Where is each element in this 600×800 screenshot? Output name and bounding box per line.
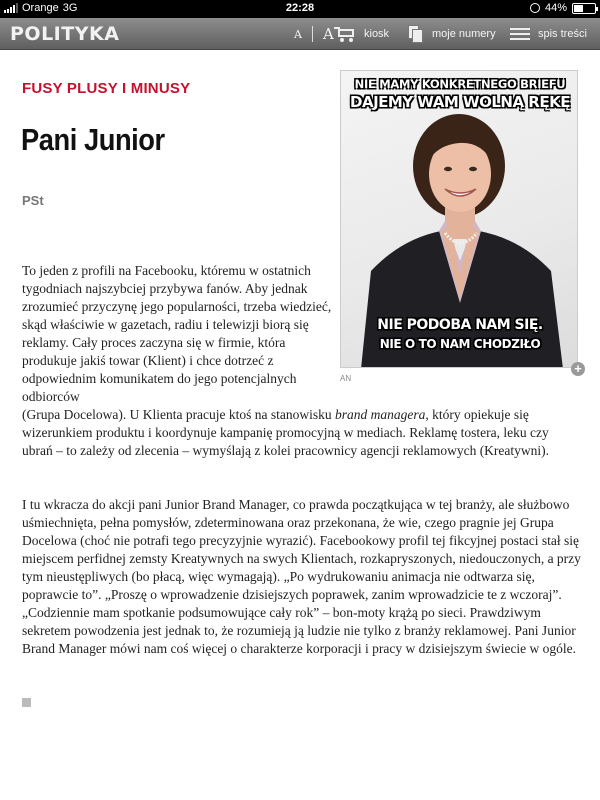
battery-percent: 44% [544, 2, 567, 14]
article-paragraph-2 [22, 496, 584, 658]
status-bar [0, 0, 600, 18]
article-kicker: FUSY PLUSY I MINUSY [22, 80, 191, 97]
kiosk-button[interactable] [334, 18, 389, 50]
article-photo[interactable] [340, 70, 578, 368]
intro-text: To jeden z profili na Facebooku, któremu w ostatnich tygodniach najszybciej przybywa fanów. Aby jednak zrozumieć przyczynę jego popularności, trzeba wiedzieć, skąd właściwie w gazetach, radiu i telewizji biorą się reklamy. Cały proces zaczyna się w firmie, która produkuje jakiś towar (Klient) i chce dotrzeć z odpowiednim komunikatem do jego potencjalnych odbiorców [22, 263, 332, 404]
meme-bottom-line-2: NIE O TO NAM CHODZIŁO [379, 337, 541, 351]
app-logo[interactable]: POLITYKA [10, 23, 120, 45]
font-large-button[interactable]: A [322, 25, 334, 43]
paragraph-1-continued-text [22, 406, 582, 460]
article-title: Pani Junior [21, 122, 165, 157]
paragraph-1-part-a: (Grupa Docelowa). U Klienta pracuje ktoś na stanowisku [22, 407, 336, 422]
carrier-label: Orange [22, 2, 59, 14]
kiosk-label: kiosk [364, 28, 390, 40]
article-intro-paragraph [22, 262, 332, 406]
photo-credit: AN [340, 374, 352, 383]
rotation-lock-icon [530, 3, 540, 13]
battery-icon [572, 3, 596, 14]
documents-icon [408, 25, 424, 43]
cart-icon [334, 26, 356, 42]
font-small-button[interactable]: A [294, 27, 302, 41]
my-issues-button[interactable] [408, 18, 496, 50]
paragraph-2-text: I tu wkracza do akcji pani Junior Brand Manager, co prawda początkująca w tej branży, ale służbowo uśmiechnięta, pełna pomysłów, zdeterminowana oraz przekonana, że wie, czego pragnie jej Grupa Docelowa (choć nie potrafi tego precyzyjnie wyrazić). Facebookowy profil tej fikcyjnej postaci stał się miejscem perfidnej zemsty Kreatywnych na swych Klientach, rozkapryszonych, niedouczonych, a przy tym nieustępliwych (bo płacą, więc wymagają). „Po wydrukowaniu animacja nie odtwarza się, poprawcie to”. „Proszę o wprowadzenie dzisiejszych poprawek, zanim wprowadzicie te z wczoraj”. „Codziennie mam spotkanie podsumowujące cały rok” – bon-moty krążą po sieci. Prawdziwym sekretem powodzenia jest jednak to, że rozumieją ją ludzie nie tylko z branży reklamowej. Pani Junior Brand Manager mówi nam coś więcej o charakterze korporacji i pracy w dzisiejszym świecie w ogóle. [22, 497, 581, 656]
clock: 22:28 [285, 2, 315, 14]
app-toolbar [0, 18, 600, 50]
meme-bottom-line-1: NIE PODOBA NAM SIĘ. [377, 317, 543, 333]
list-icon [510, 27, 530, 41]
brand-manager-emphasis: brand managera [335, 407, 426, 422]
paragraph-1-part-b: , który opiekuje się wizerunkiem produktu i koordynuje kampanię promocyjną w mediach. Reklamę tostera, leku czy ubrań – to zależy od zlecenia – wymyślają z kolei pracownicy agencji reklamowych (Kreatywni). [22, 407, 550, 458]
meme-top-line-1: NIE MAMY KONKRETNEGO BRIEFU [354, 77, 566, 91]
meme-top-line-2: DAJEMY WAM WOLNĄ RĘKĘ [350, 93, 570, 111]
font-toggle-divider [312, 26, 313, 42]
article-paragraph-1-continued [22, 406, 582, 460]
network-label: 3G [62, 2, 78, 14]
font-size-toggle[interactable] [294, 18, 334, 50]
article-end-marker [22, 698, 31, 707]
toc-label: spis treści [538, 28, 587, 40]
table-of-contents-button[interactable] [510, 18, 587, 50]
article-author: PSt [22, 193, 44, 208]
my-issues-label: moje numery [432, 28, 496, 40]
zoom-photo-button[interactable]: + [571, 362, 585, 376]
